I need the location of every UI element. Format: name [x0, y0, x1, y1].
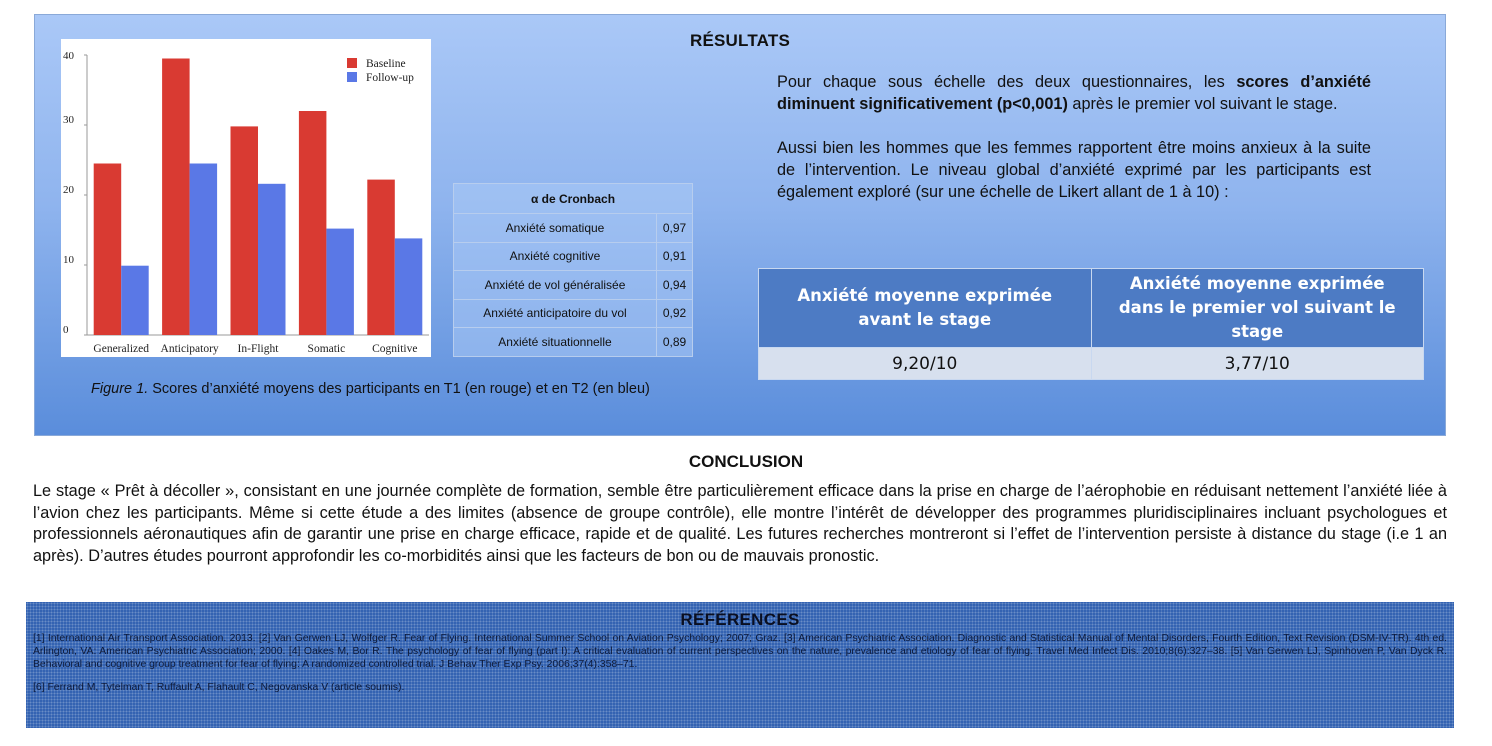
y-tick-label: 20 [63, 184, 74, 196]
y-tick-label: 40 [63, 50, 74, 62]
header-line: avant le stage [858, 310, 992, 329]
bar-chart-svg [61, 39, 431, 357]
legend-swatch [347, 72, 357, 82]
header-line: dans le premier vol suivant le stage [1118, 298, 1396, 341]
results-paragraph-2: Aussi bien les hommes que les femmes rapportent être moins anxieux à la suite de l’intervention. Le niveau global d’anxiété exprimé par les participants est également exploré (sur une échelle de Likert allant de 1 à 10) : [777, 139, 1371, 201]
conclusion-text: Le stage « Prêt à décoller », consistant en une journée complète de formation, semble être particulièrement efficace dans la prise en charge de l’aérophobie en réduisant nettement l’anxiété liée à l’avion chez les participants. Même si cette étude a des limites (absence de groupe contrôle), elle montre l’intérêt de développer des programmes pluridisciplinaires incluant psychologues et professionnels aéronautiques afin de garantir une prise en charge efficace, rapide et de qualité. Les futures recherches montreront si l’effet de l’intervention persiste à distance du stage (i.e 1 an après). D’autres études pourront approfondir les co-morbidités ainsi que les facteurs de bon ou de mauvais pronostic. [33, 482, 1447, 565]
figure-caption-label: Figure 1. [91, 381, 149, 397]
references-list: [6] Ferrand M, Tytelman T, Ruffault A, Flahault C, Negovanska V (article soumis). [33, 682, 405, 694]
references-list: [1] International Air Transport Association. 2013. [2] Van Gerwen LJ, Wolfger R. Fear of Flying. International Summer School on Aviation Psychology; 2007; Graz. [3] American Psychiatric Association. Diagnostic and Statistical Manual of Mental Disorders, Fourth Edition, Text Revision (DSM-IV-TR). 4th ed. Arlington, VA: American Psychiatric Association; 2000. [4] Oakes M, Bor R. The psychology of fear of flying (part I): A critical evaluation of current perspectives on the nature, prevalence and etiology of fear of flying. Travel Med Infect Dis. 2010;8(6):327–38. [5] Van Gerwen LJ, Spinhoven P, Van Dyck R. Behavioral and cognitive group treatment for fear of flying: A randomized controlled trial. J Behav Ther Exp Psy. 2006;37(4):358–71. [33, 633, 1447, 670]
x-tick-label: Somatic [307, 343, 346, 355]
bar-baseline [94, 164, 122, 336]
row-value: 0,94 [657, 271, 693, 300]
mean-header-after [1091, 269, 1424, 348]
bar-baseline [299, 111, 327, 335]
y-tick-label: 0 [63, 324, 69, 336]
table-row [454, 242, 693, 271]
results-paragraph-1 [777, 71, 1371, 115]
x-tick-label: In-Flight [237, 343, 279, 355]
results-text-emphasis: scores d’anxiété diminuent significativement (p<0,001) [777, 73, 1371, 113]
mean-anxiety-table [758, 268, 1424, 380]
legend-swatch [347, 58, 357, 68]
table-row [454, 271, 693, 300]
figure-caption [91, 381, 650, 397]
references-panel [26, 602, 1454, 728]
results-text-part: après le premier vol suivant le stage. [1067, 95, 1338, 113]
row-value: 0,92 [657, 299, 693, 328]
bar-followup [190, 164, 218, 336]
results-panel [34, 14, 1446, 436]
row-value: 0,97 [657, 214, 693, 243]
y-tick-label: 30 [63, 114, 74, 126]
x-tick-label: Anticipatory [160, 343, 219, 355]
table-row [454, 214, 693, 243]
cronbach-alpha-header: α de Cronbach [454, 184, 693, 214]
legend-label: Follow-up [366, 72, 414, 84]
bar-followup [326, 229, 354, 335]
results-text [777, 71, 1371, 225]
references-title: RÉFÉRENCES [680, 610, 800, 629]
conclusion-title: CONCLUSION [688, 452, 804, 471]
row-value: 0,89 [657, 328, 693, 357]
mean-value-before: 9,20/10 [759, 348, 1092, 380]
results-text-part: Pour chaque sous échelle des deux questionnaires, les [777, 73, 1237, 91]
row-label: Anxiété cognitive [454, 242, 657, 271]
table-row [454, 328, 693, 357]
header-line: Anxiété moyenne exprimée [797, 286, 1053, 305]
bar-baseline [231, 126, 259, 335]
row-value: 0,91 [657, 242, 693, 271]
references-text [26, 630, 1454, 695]
table-row [454, 299, 693, 328]
bar-followup [395, 238, 423, 335]
cronbach-alpha-table [453, 183, 693, 357]
row-label: Anxiété anticipatoire du vol [454, 299, 657, 328]
x-tick-label: Generalized [93, 343, 149, 355]
header-line: Anxiété moyenne exprimée [1129, 274, 1385, 293]
bar-baseline [367, 180, 395, 335]
bar-followup [121, 266, 149, 335]
row-label: Anxiété somatique [454, 214, 657, 243]
x-tick-label: Cognitive [372, 343, 418, 355]
figure-caption-text: Scores d’anxiété moyens des participants en T1 (en rouge) et en T2 (en bleu) [148, 381, 650, 397]
legend-label: Baseline [366, 58, 406, 70]
mean-header-before [759, 269, 1092, 348]
row-label: Anxiété situationnelle [454, 328, 657, 357]
mean-value-after: 3,77/10 [1091, 348, 1424, 380]
bar-followup [258, 184, 286, 335]
results-title: RÉSULTATS [689, 31, 790, 50]
y-tick-label: 10 [63, 254, 74, 266]
row-label: Anxiété de vol généralisée [454, 271, 657, 300]
bar-baseline [162, 59, 190, 336]
bar-chart [61, 39, 431, 357]
